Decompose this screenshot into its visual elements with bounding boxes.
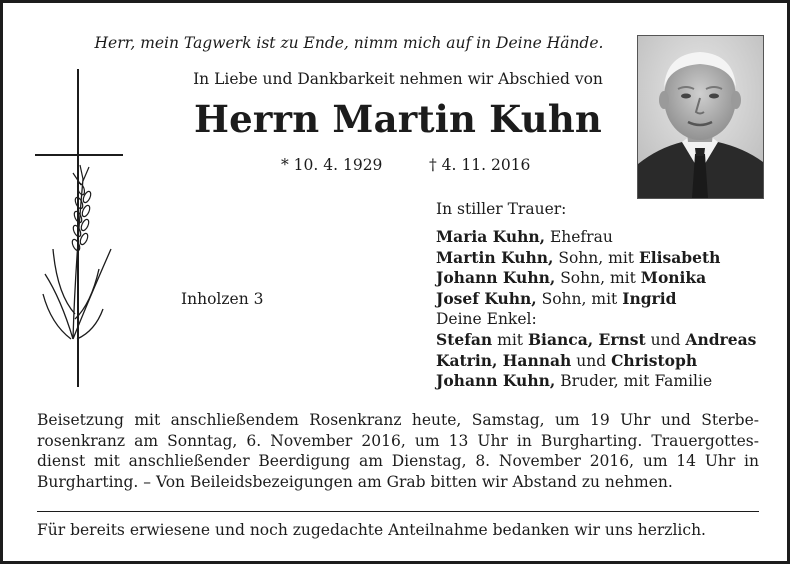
mourner-name: Andreas [685, 329, 757, 349]
mourner-name: Ingrid [622, 288, 677, 308]
mourner-name: Elisabeth [638, 247, 721, 267]
mourner-line [436, 351, 788, 372]
mourner-relation: Deine Enkel: [436, 310, 537, 329]
mourner-relation: Sohn, mit [536, 289, 623, 308]
mourner-line [436, 227, 788, 248]
thanks-line: Für bereits erwiesene und noch zugedachte Anteilnahme bedanken wir uns herzlich. [37, 521, 706, 539]
mourner-relation: mit [492, 330, 528, 349]
mourners-list [436, 227, 788, 392]
residence-address: Inholzen 3 [181, 290, 264, 308]
mourner-line [436, 289, 788, 310]
mourner-relation: Sohn, mit [555, 269, 641, 288]
mourner-name: Christoph [611, 350, 698, 370]
mourner-name: Maria Kuhn, [436, 227, 546, 246]
mourner-name: Stefan [436, 329, 493, 349]
intro-line: In Liebe und Dankbarkeit nehmen wir Abschied von [193, 70, 603, 88]
mourner-name: Josef Kuhn, [436, 288, 537, 308]
mourner-relation: Ehefrau [545, 228, 613, 246]
birth-date: * 10. 4. 1929 [281, 156, 383, 174]
mourner-relation: und [645, 330, 686, 349]
mourner-name: Katrin, Hannah [436, 350, 572, 370]
mourner-relation: Sohn, mit [553, 248, 639, 267]
mourner-relation: und [571, 351, 612, 370]
mourner-line [436, 330, 788, 351]
divider [37, 511, 759, 512]
mourner-name: Bianca, Ernst [527, 329, 646, 349]
cross-with-wheat-icon [31, 69, 131, 387]
mourner-line [436, 309, 788, 330]
mourner-line [436, 371, 788, 392]
mourner-line [436, 268, 788, 289]
mourner-name: Martin Kuhn, [436, 247, 554, 267]
death-date: † 4. 11. 2016 [429, 156, 531, 174]
mourner-name: Johann Kuhn, [436, 268, 556, 288]
mourner-line [436, 248, 788, 269]
mourning-heading: In stiller Trauer: [436, 200, 567, 218]
funeral-details: Beisetzung mit anschließendem Rosenkranz heute, Samstag, um 19 Uhr und Sterbe-rosenkranz am Sonntag, 6. November 2016, um 13 Uhr in Burgharting. Trauergottes-dienst mit anschließender Beerdigung am Dienstag, 8. November 2016, um 14 Uhr in Burgharting. – Von Beileidsbezeigungen am Grab bitten wir Abstand zu nehmen. [37, 411, 759, 491]
portrait-photo [637, 35, 764, 199]
mourner-name: Johann Kuhn, [436, 371, 556, 391]
deceased-name: Herrn Martin Kuhn [193, 97, 603, 141]
motto-verse: Herr, mein Tagwerk ist zu Ende, nimm mich auf in Deine Hände. [94, 34, 604, 52]
mourner-name: Monika [640, 268, 707, 288]
mourner-relation: Bruder, mit Familie [555, 372, 713, 391]
